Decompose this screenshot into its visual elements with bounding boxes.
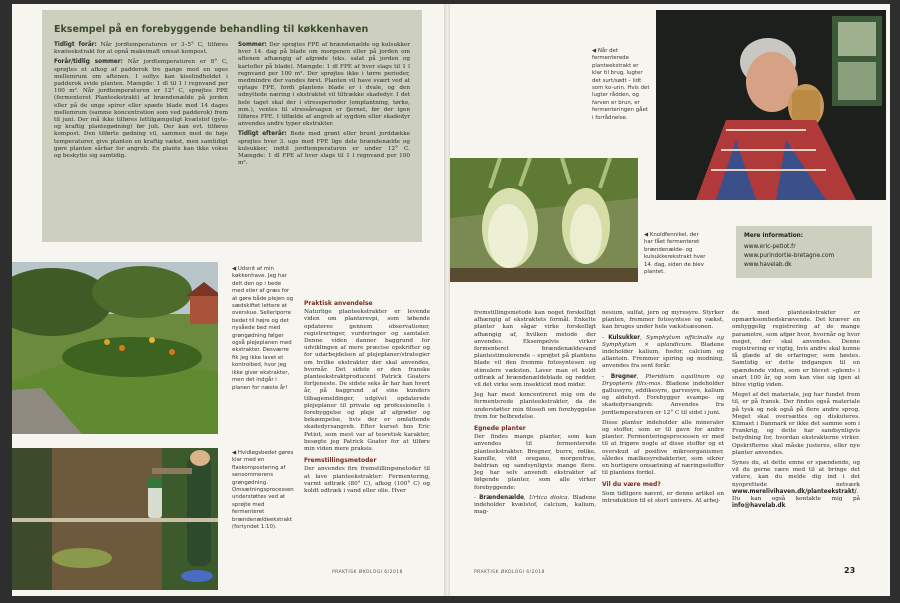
paragraph: Jeg har mest koncentreret mig om de fermenterede planteekstrakter, da de understøtter min filosofi om forebyggelse frem for helbredelse.: [474, 392, 596, 420]
paragraph: - Brændenælde, Urtica dioica. Bladene indeholder kvælstof, calcium, kalium, mag-: [474, 494, 597, 516]
paragraph: Der anvendes fire fremstillingsmetoder til at lave planteekstrakter: Fermentering, varmt udtræk (80° C), afkog (100° C) og koldt udtræk i vand eller olie. Hver: [304, 466, 430, 495]
section-heading: Vil du være med?: [602, 481, 661, 489]
spraying-caption: ◀ Hvidløgsbedet gøres klar med en flaskompostering af sensommerens grøngødning. Omsætningsprocessen understøttes ved at sprøjte med fermenteret brændenældeekstrakt (fortyndet 1:10).: [232, 450, 294, 531]
example-box-title: Eksempel på en forebyggende behandling til køkkenhaven: [54, 24, 369, 35]
left-page: [12, 4, 446, 596]
column-1-body: [304, 309, 430, 453]
paragraph: Synes du, at dette emne er spændende, og vil du gerne være med til at bringe det videre, kan du melde dig ind i det nyoprettede netværk www.merelivihaven.dk/planteekstrakt/. Du kan også kontakte mig på info@havelab.dk: [732, 460, 860, 510]
man-caption: ◀ Når det fermenterede planteekstrakt er klar til brug, lugter det surt/sødt – lidt som ko-urin. Hvis det lugter rådden, og farven er brun, er fermenteringen gået i forrådnelse.: [592, 48, 650, 121]
column-3-body-2: [602, 491, 724, 505]
section-heading: Egnede planter: [474, 425, 526, 433]
fennel-caption: ◀ Knoldfennikel, der har fået fermenteret brændenælde- og kulsukkerekstrakt hver 14. dag, siden de blev plantet.: [644, 232, 706, 276]
paragraph: Tidligt forår: Når jordtemperaturen er 3–5° C, tilføres kvæleekstrakt for at opnå maksimalt omsat kompost.: [54, 42, 228, 56]
column-1: [304, 300, 430, 498]
paragraph: - Kulsukker, Symphytum officinalis og Symphytum × uplandicum. Bladene indeholder kalium, fosfor, calcium og allantoin. Fremmer spiring og modning, anvendes fra sent forår.: [602, 334, 724, 370]
example-box: [42, 10, 422, 242]
paragraph: de med planteekstrakter er opmærksomhedskrævende. Det kræver en omhyggelig registrering af de mange parametre, som afgør hvor, hvornår og hvor meget, der skal anvendes. Denne registrering er vigtig, hvis andre skal kunne få glæde af de erfaringer, som høstes. Samtidig er dette indgangen til en spændende viden, som er blevet »glemt« i snart 100 år, og som kan vise sig igen at blive vigtig viden.: [732, 310, 860, 389]
paragraph: Forår/tidlig sommer: Når jordtemperaturen er 8° C, sprøjtes et afkog af padderok tre gange med en uges mellemrum om aftenen. I sollys kan kiselindholdet i padderok svide planten. Mængde: 1 dl til 1 l regnvand per 100 m². Når jordtemperaturen er 12° C, sprøjtes FPE (fermenteret Planteekstrakt) af brændenælde på jorden eller på de unge spirer eller spæde blade med 14 dages mellemrum (samme koncentration som ved padderok) frem til juni. Der må ikke tilføres lettilgængeligt kvælstof (gyle- og kraftig plantegødning) før juli. Der kan evt. tilføres kompost. Den tilførte gødning vil, sammen med de høje temperaturer, give planten en kraftig vækst, men samtidigt gøre planten sårbar for angreb. En plante kan ikke vokse og beskytte sig samtidig.: [54, 59, 228, 160]
spraying-photo: [12, 448, 218, 590]
example-box-left-column: [54, 42, 228, 163]
column-2-body: [474, 310, 596, 421]
info-link[interactable]: www.havelab.dk: [744, 262, 792, 268]
section-heading: Fremstillingsmetoder: [304, 457, 377, 465]
paragraph: Tidligt efterår: Bede med grønt eller brunt jorddække sprøjtes hver 3. uge med FPE lige dele brændenælde og kulsukker, indtil jordtemperaturen er under 12° C. Mængde: 1 dl FPE af hver slags til 1 l regnvand per 100 m².: [238, 131, 411, 167]
footer-left: PRAKTISK ØKOLOGI 6/2018: [332, 570, 403, 575]
fennel-photo: [450, 158, 638, 282]
column-2-body-2: [474, 434, 596, 516]
paragraph: Sommer: Der sprøjtes FPE af brændenælde og kulsukker hver 14. dag på blade om morgenen eller på jorden om aftenen afhængig af afgrøde (eks. salat på jorden og kartofler på blade). Mængde: 1 dl FPE af hver slags til 1 l regnvand per 100 m². Der sprøjtes ikke i tørre perioder, medmindre der vandes først. Planten vil have svært ved at optage FPE, fordi plantens blade er i dvale, og den udnyttede næring i ekstraktet vil tiltrække skadedyr. I det hele taget skal der i stressperioder (omplantning, tørke, mm.), ventes til stressårsagen er fjernet, før der igen tilføres FPE. I tilfælde af angreb af sygdom eller skadedyr anvendes andre typer ekstrakter.: [238, 42, 410, 128]
page-number: 23: [844, 566, 856, 575]
column-2: [474, 310, 596, 519]
more-information-box: [736, 226, 872, 278]
garden-photo: [12, 262, 218, 434]
paragraph: Der findes mange planter, som kan anvendes til fermenterede planteekstrakter. Bregner, burre, rølike, kamille, vild oregano, morgenfrue, baldrian og sandsynligvis mange flere. Jeg har selv anvendt ekstrakter af følgende planter, som alle virker forebyggende:: [474, 434, 596, 491]
paragraph: Meget af det materiale, jeg har fundet frem til, er på fransk. Der findes også materiale på tysk og nok også på flere andre sprog. Meget skal oversættes og diskuteres. Klimaet i Danmark er ikke det samme som i Frankrig, og dette har sandsynligvis betydning for, hvordan ekstrakterne virker. Opskrifterne skal måske justeres, eller nye planter anvendes.: [732, 392, 860, 456]
garden-caption: ◀ Udsnit af min køkkenhave. Jeg har delt den op i bede med stier af græs for at gøre både plejen og sædskiftet lettere at overskue. Selleriporre bedet til højre og det nysåede bed med grøngødning følger også plejeplanen med ekstrakter. Desværre fik jeg ikke lavet et kontrolbed, hvor jeg ikke giver ekstrakter, men det indgår i planen for næste år!: [232, 266, 294, 391]
info-link[interactable]: www.purindortie-bretagne.com: [744, 253, 835, 259]
footer-right: PRAKTISK ØKOLOGI 6/2018: [474, 570, 545, 575]
column-4-body: [732, 310, 860, 510]
paragraph: Disse planter indeholder alle mineraler og stoffer, som er til gavn for andre planter. Fermenteringsprocessen er med til at frigøre nogle af disse stoffer og et overskud af positive mikroorganismer, således mælkesyrebakterier, som sikrer en hurtigere omsætning af næringsstoffer til plantens fordel.: [602, 419, 724, 477]
paragraph: Som tidligere nævnt, er denne artikel en introduktion til et stort univers. At arbej-: [602, 490, 724, 504]
example-box-right-column: [238, 42, 410, 170]
column-1-body-2: [304, 466, 430, 495]
paragraph: fremstillingsmetode kan noget forskelligt afhængig af ekstraktets formål. Enkelte planter kan sågar virke forskelligt afhængig af, hvilken metode der anvendes. Eksempelvis virker fermenteret brændenældevand plantestimulerende – sprøjtet på plantens blade vil den fremme fotosyntesen og stimulere væksten. Laver man et koldt udtræk af brændenældeblade og rødder, vil det virke som insekticid mod mider.: [474, 310, 596, 389]
column-4: [732, 310, 860, 513]
info-heading: Mere information:: [744, 233, 804, 239]
paragraph: nesium, sulfat, jern og myresyre. Styrker planten, fremmer fotosyntese og vækst, kan bruges under hele vækstsæsonen.: [602, 310, 724, 331]
paragraph: - Bregner, Pteridium aquilinum og Dryopteris filix-mas. Bladene indeholder gallussyre, eddikesyre, garvesyre, kalium og aldehyd. Forebygger svampe- og skadedyrsangreb. Anvendes fra jordtemperaturen er 12° C til sidst i juni.: [602, 373, 724, 416]
paragraph: Naturlige planteekstrakter er levende viden om planterevpi, som løbende opdateres gennem observationer, registreringer, vurderinger og samtaler. Denne viden danner baggrund for udviklingen af mere præcise opskrifter og for udarbejdelsen af plejeplaner/strategier om hvilke ekstrakter der skal anvendes, hvornår. Det sidste er den franske planteekstraktproducent Patrick Goaters fortjeneste. De sidste seks år har han hvert år, på baggrund af sine kunders tilbagemeldinger, udgivet opdaterede plejeplaner til private og professionelle i forebyggelse og pleje af afgrøder og bekæmpelse, hvis der er omfattende skadedyrsangreb. Efter kurset hos Eric Petiot, som mest var af teoretisk karakter, besøgte jeg Patrick Goater for at tilføre min viden mere praksis.: [304, 309, 430, 453]
column-3-body: [602, 310, 724, 477]
right-page: [450, 4, 890, 596]
section-heading: Praktisk anvendelse: [304, 300, 373, 307]
info-link[interactable]: www.eric-petiot.fr: [744, 244, 796, 250]
man-smelling-jar-photo: [656, 10, 886, 200]
column-3: [602, 310, 724, 508]
